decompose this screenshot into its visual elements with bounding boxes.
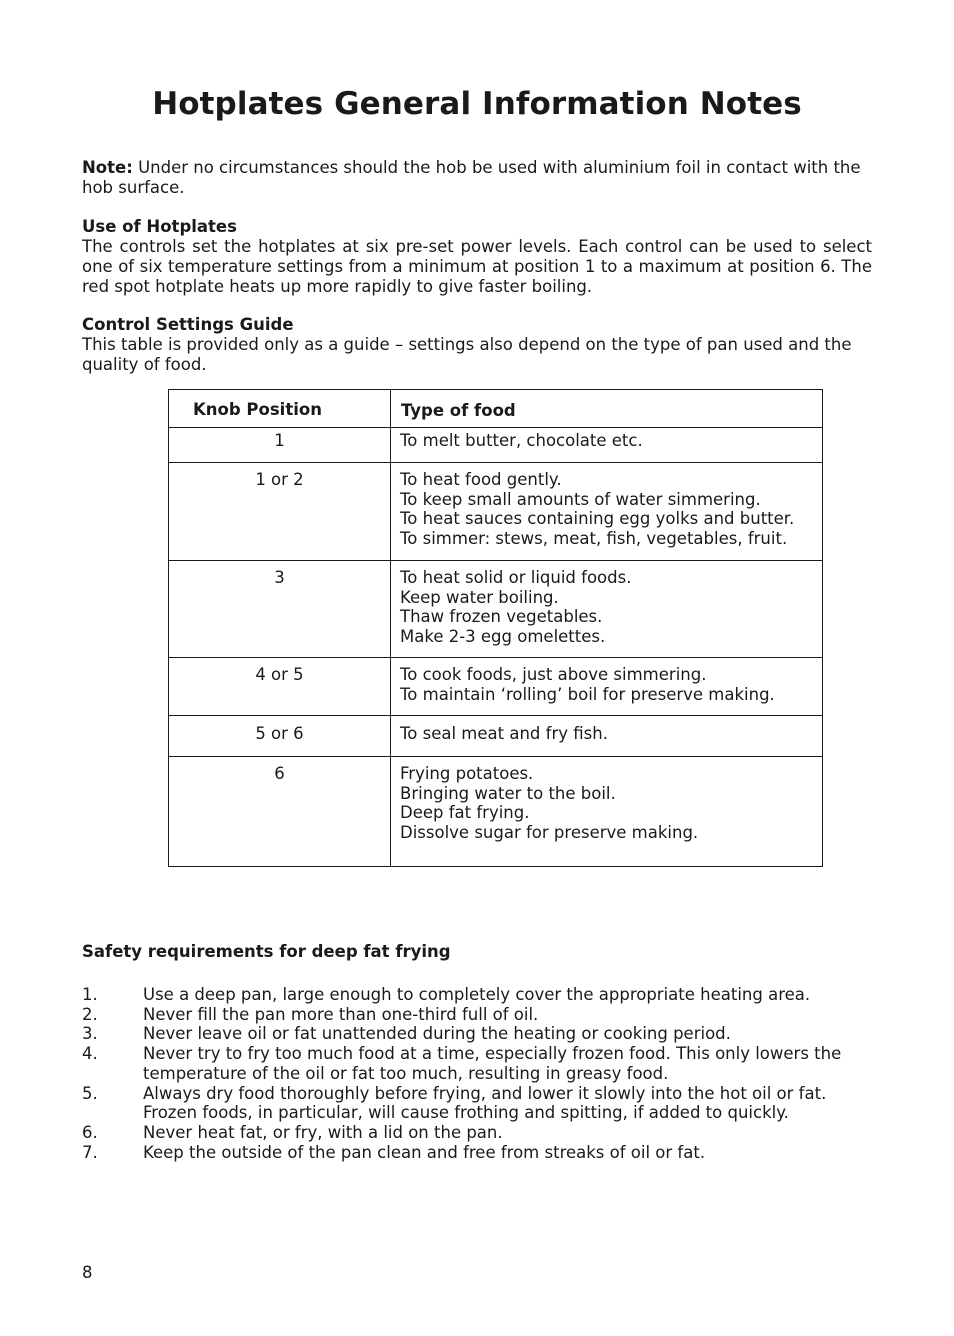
list-item-text: Never leave oil or fat unattended during the heating or cooking period. bbox=[143, 1024, 731, 1044]
knob-position-cell: 1 bbox=[169, 428, 391, 463]
note-label: Note: bbox=[82, 158, 133, 177]
list-item-text: Use a deep pan, large enough to completely cover the appropriate heating area. bbox=[143, 985, 811, 1004]
food-line: To simmer: stews, meat, fish, vegetables, fruit. bbox=[400, 528, 788, 548]
food-line: Deep fat frying. bbox=[400, 803, 530, 823]
table-row bbox=[169, 658, 823, 716]
table-header-row bbox=[169, 390, 823, 428]
list-item bbox=[82, 1084, 872, 1123]
food-line: Keep water boiling. bbox=[400, 587, 559, 607]
food-line: To maintain ‘rolling’ boil for preserve making. bbox=[400, 684, 775, 704]
list-item-number: 7. bbox=[82, 1142, 98, 1162]
list-item-text: Never fill the pan more than one-third full of oil. bbox=[143, 1004, 539, 1024]
list-item-text: Always dry food thoroughly before frying, and lower it slowly into the hot oil or fat. Frozen foods, in particular, will cause frothing and spitting, if added to quickly. bbox=[143, 1083, 827, 1123]
list-item-number: 5. bbox=[82, 1083, 98, 1103]
use-of-hotplates-heading: Use of Hotplates bbox=[82, 217, 237, 236]
list-item-number: 2. bbox=[82, 1004, 98, 1024]
list-item bbox=[82, 1005, 872, 1025]
food-line: Bringing water to the boil. bbox=[400, 783, 616, 803]
list-item bbox=[82, 1143, 872, 1163]
header-knob-position: Knob Position bbox=[169, 390, 391, 428]
table-row bbox=[169, 561, 823, 658]
knob-position-cell: 3 bbox=[169, 561, 391, 658]
food-line: Frying potatoes. bbox=[400, 764, 534, 783]
knob-position-cell: 4 or 5 bbox=[169, 658, 391, 716]
list-item-text: Keep the outside of the pan clean and free from streaks of oil or fat. bbox=[143, 1142, 706, 1162]
table-row bbox=[169, 463, 823, 561]
page-title: Hotplates General Information Notes bbox=[152, 86, 802, 122]
control-settings-section bbox=[82, 315, 872, 375]
header-type-of-food: Type of food bbox=[391, 390, 823, 428]
list-item-number: 4. bbox=[82, 1044, 98, 1064]
list-item bbox=[82, 1123, 872, 1143]
table-row bbox=[169, 428, 823, 463]
food-line: Thaw frozen vegetables. bbox=[400, 607, 603, 627]
list-item-number: 3. bbox=[82, 1024, 98, 1044]
food-line: Make 2-3 egg omelettes. bbox=[400, 626, 606, 646]
safety-heading: Safety requirements for deep fat frying bbox=[82, 942, 451, 961]
knob-position-cell: 6 bbox=[169, 757, 391, 867]
use-of-hotplates-section bbox=[82, 217, 872, 297]
food-cell bbox=[391, 561, 823, 658]
food-line: To melt butter, chocolate etc. bbox=[400, 431, 643, 450]
knob-position-cell: 5 or 6 bbox=[169, 716, 391, 757]
list-item-number: 6. bbox=[82, 1122, 98, 1142]
list-item bbox=[82, 985, 872, 1005]
food-cell bbox=[391, 428, 823, 463]
list-item bbox=[82, 1024, 872, 1044]
food-line: To heat solid or liquid foods. bbox=[400, 568, 632, 587]
knob-position-cell: 1 or 2 bbox=[169, 463, 391, 561]
food-cell bbox=[391, 716, 823, 757]
food-cell bbox=[391, 463, 823, 561]
list-item bbox=[82, 1044, 872, 1083]
food-line: To heat sauces containing egg yolks and butter. bbox=[400, 509, 795, 529]
control-settings-heading: Control Settings Guide bbox=[82, 315, 294, 334]
table-row bbox=[169, 716, 823, 757]
use-of-hotplates-text: The controls set the hotplates at six pre-set power levels. Each control can be used to select one of six temperature settings from a minimum at position 1 to a maximum at position 6. The red spot hotplate heats up more rapidly to give faster boiling. bbox=[82, 237, 872, 296]
note-paragraph bbox=[82, 158, 872, 198]
list-item-number: 1. bbox=[82, 985, 98, 1004]
page-number: 8 bbox=[82, 1263, 93, 1282]
food-line: To keep small amounts of water simmering. bbox=[400, 489, 761, 509]
list-item-text: Never try to fry too much food at a time, especially frozen food. This only lowers the temperature of the oil or fat too much, resulting in greasy food. bbox=[143, 1044, 842, 1083]
food-line: Dissolve sugar for preserve making. bbox=[400, 822, 699, 842]
safety-list bbox=[82, 985, 872, 1162]
table-row bbox=[169, 757, 823, 867]
list-item-text: Never heat fat, or fry, with a lid on the pan. bbox=[143, 1122, 503, 1142]
food-cell bbox=[391, 658, 823, 716]
food-line: To cook foods, just above simmering. bbox=[400, 665, 707, 684]
food-cell bbox=[391, 757, 823, 867]
note-text: Under no circumstances should the hob be used with aluminium foil in contact with the hob surface. bbox=[82, 158, 861, 197]
control-settings-table bbox=[168, 389, 823, 867]
control-settings-table-wrap bbox=[168, 389, 823, 867]
food-line: To seal meat and fry fish. bbox=[400, 724, 608, 743]
control-settings-text: This table is provided only as a guide – settings also depend on the type of pan used and the quality of food. bbox=[82, 335, 852, 374]
food-line: To heat food gently. bbox=[400, 470, 562, 489]
